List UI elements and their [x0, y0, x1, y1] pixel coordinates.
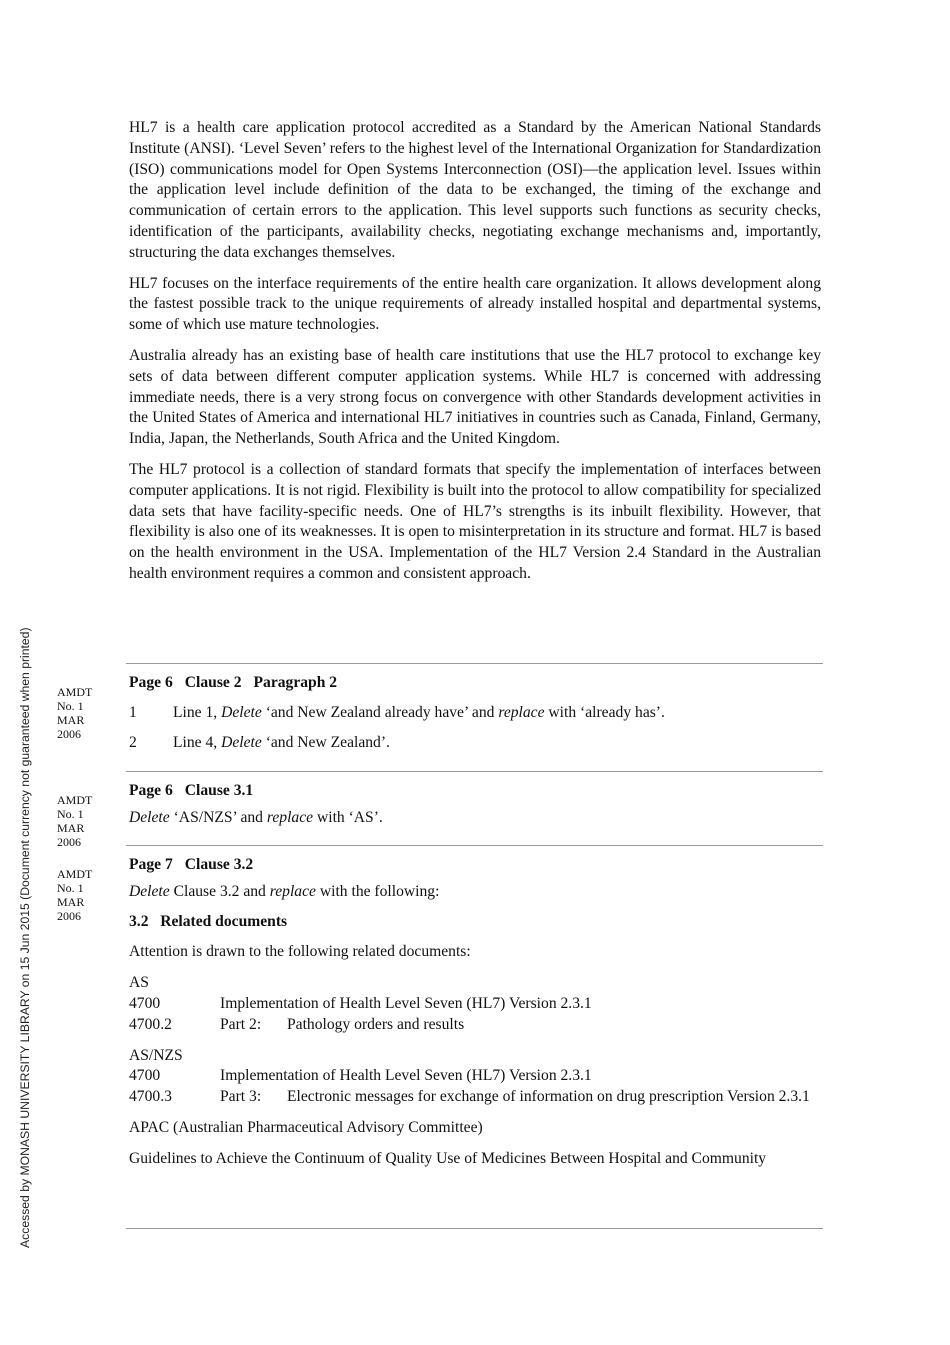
paragraph: Australia already has an existing base of health care institutions that use the HL7 protocol to exchange key sets of data between different computer application systems. While HL7 is concerned with addressing immediate needs, there is a very strong focus on convergence with other Standards development activities in the United States of America and international HL7 initiatives in countries such as Canada, Finland, Germany, India, Japan, the Netherlands, South Africa and the United Kingdom. — [129, 346, 821, 448]
intro-text: Attention is drawn to the following related documents: — [129, 943, 471, 961]
divider — [126, 771, 823, 772]
body-text — [129, 118, 821, 595]
standard-row: 4700.3 Part 3: Electronic messages for exchange of information on drug prescription Version 2.3.1 — [129, 1088, 810, 1106]
amendment-clause-2 — [129, 673, 821, 753]
group-label: AS/NZS — [129, 1046, 183, 1064]
amendment-clause-3-1: Page 6 Clause 3.1 Delete ‘AS/NZS’ and replace with ‘AS’. — [129, 781, 821, 829]
amendment-mark: AMDT No. 1 MAR 2006 — [57, 867, 93, 923]
section-title: 3.2 Related documents — [129, 912, 288, 930]
divider — [126, 845, 823, 846]
group-label: AS — [129, 974, 149, 992]
standard-row: 4700.2 Part 2: Pathology orders and results — [129, 1015, 465, 1033]
amendment-header: Page 6 Clause 2 Paragraph 2 — [129, 674, 338, 691]
amendment-mark: AMDT No. 1 MAR 2006 — [57, 793, 93, 849]
paragraph: HL7 focuses on the interface requirements of the entire health care organization. It allows development along the fastest possible track to the unique requirements of already installed hospital and departmental systems, some of which use mature technologies. — [129, 274, 821, 334]
apac-reference: APAC (Australian Pharmaceutical Advisory Committee) — [129, 1118, 483, 1136]
access-note: Accessed by MONASH UNIVERSITY LIBRARY on 15 Jun 2015 (Document currency not guaranteed when printed) — [18, 627, 32, 1248]
amendment-mark: AMDT No. 1 MAR 2006 — [57, 685, 93, 741]
paragraph: The HL7 protocol is a collection of standard formats that specify the implementation of interfaces between computer applications. It is not rigid. Flexibility is built into the protocol to allow compatibility for specialized data sets that have facility-specific needs. One of HL7’s strengths is its inbuilt flexibility. However, that flexibility is also one of its weaknesses. It is open to misinterpretation in its structure and format. HL7 is based on the health environment in the USA. Implementation of the HL7 Version 2.4 Standard in the Australian health environment requires a common and consistent approach. — [129, 460, 821, 582]
amendment-header: Page 6 Clause 3.1 — [129, 782, 254, 799]
standard-row: 4700 Implementation of Health Level Seven (HL7) Version 2.3.1 — [129, 1067, 592, 1085]
standard-row: 4700 Implementation of Health Level Seven (HL7) Version 2.3.1 — [129, 994, 592, 1012]
divider — [126, 663, 823, 664]
guidelines-reference: Guidelines to Achieve the Continuum of Quality Use of Medicines Between Hospital and Community — [129, 1149, 767, 1167]
amendment-item: 1 Line 1, Delete ‘and New Zealand already have’ and replace with ‘already has’. — [129, 703, 665, 721]
paragraph: HL7 is a health care application protocol accredited as a Standard by the American National Standards Institute (ANSI). ‘Level Seven’ refers to the highest level of the International Organization for Standardization (ISO) communications model for Open Systems Interconnection (OSI)—the application level. Issues within the application level include definition of the data to be exchanged, the timing of the exchange and communication of certain errors to the application. This level supports such functions as security checks, identification of the participants, availability checks, negotiating exchange mechanisms and, importantly, structuring the data exchanges themselves. — [129, 119, 821, 261]
amendment-header: Page 7 Clause 3.2 — [129, 856, 254, 873]
amendment-clause-3-2: Page 7 Clause 3.2 Delete Clause 3.2 and replace with the following: 3.2 Related documents Attention is drawn to the following related documents: AS 4700 Implementation of Health Level Seven (HL7) Version 2.3.1 4700.2 Part 2: Pathology orders and results AS/NZS 4700 Implementation of Health Level Seven (HL7) Version 2.3.1 4700.3 Part 3: Electronic messages for exchange of information on drug prescription Version 2.3.1 APAC (Australian Pharmaceutical Advisory Committee) Guidelines to Achieve the Continuum of Quality Use of Medicines Between Hospital and Community — [129, 855, 821, 1170]
amendment-item: 2 Line 4, Delete ‘and New Zealand’. — [129, 733, 390, 751]
divider — [126, 1228, 823, 1229]
